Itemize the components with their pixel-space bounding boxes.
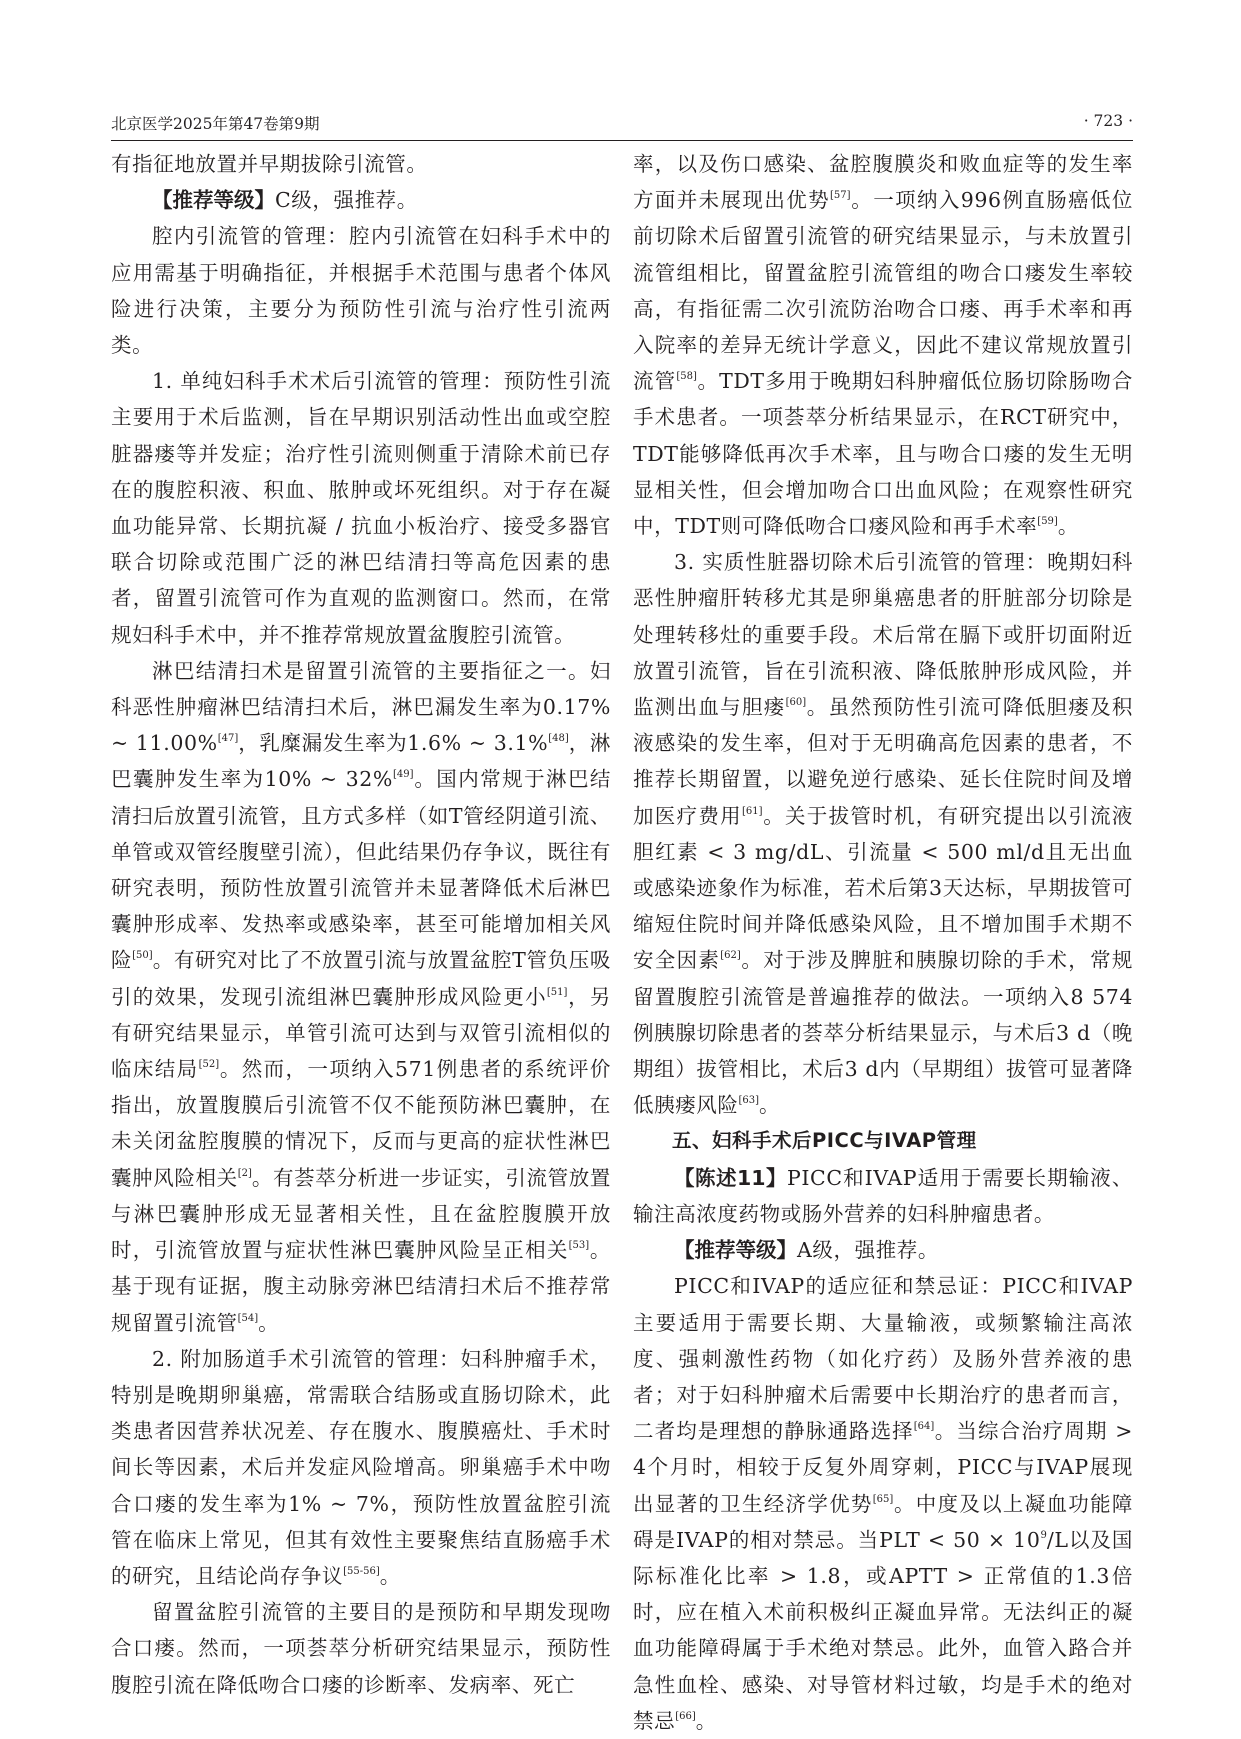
text-run: ，另有研究结果显示，单管引流可达到与双管引流相似的临床结局 [111,984,612,1082]
paragraph [633,544,1133,1123]
journal-title: 北京医学2025年第47卷第9期 [111,115,320,133]
text-run: 。当综合治疗周期 > 4个月时，相较于反复外周穿刺，PICC与IVAP展现出显著的卫生经济学优势 [633,1419,1133,1516]
text-run: 。对于涉及脾脏和胰腺切除的手术，常规留置腹腔引流管是普遍推荐的做法。一项纳入8 574例胰腺切除患者的荟萃分析结果显示，与术后3 d（晚期组）拔管相比，术后3 d内（早期组）拔管可显著降低胰瘘风险 [633,948,1133,1118]
statement [633,1160,1133,1232]
grade-tag: 【推荐等级】 [152,188,275,213]
text-run: 。关于拔管时机，有研究提出以引流液胆红素 < 3 mg/dL、引流量 < 500 ml/d且无出血或感染迹象作为标准，若术后第3天达标，早期拔管可缩短住院时间并降低感染风险，且不增加围手术期不安全因素 [633,803,1134,973]
text-run: 。一项纳入996例直肠癌低位前切除术后留置引流管的研究结果显示，与未放置引流管组相比，留置盆腔引流管组的吻合口瘘发生率较高，有指征需二次引流防治吻合口瘘、再手术率和再入院率的差异无统计学意义，因此不建议常规放置引流管 [633,188,1133,394]
left-column [111,146,611,1703]
citation[interactable]: [64] [913,1421,935,1433]
citation[interactable]: [48] [548,733,569,745]
citation[interactable]: [59] [1037,516,1058,528]
text-run: PICC和IVAP的适应征和禁忌证：PICC和IVAP主要适用于需要长期、大量输液，或频繁输注高浓度、强刺激性药物（如化疗药）及肠外营养液的患者；对于妇科肿瘤术后需要中长期治疗的患者而言，二者均是理想的静脉通路选择 [633,1274,1133,1444]
recommendation-grade [111,182,611,218]
section-heading: 五、妇科手术后PICC与IVAP管理 [672,1129,977,1153]
text-run: 。 [759,1093,781,1118]
citation[interactable]: [49] [393,769,414,781]
text-run: ，淋巴囊肿发生率为10% ~ 32% [111,731,611,792]
text-run: 。TDT多用于晚期妇科肿瘤低位肠切除肠吻合手术患者。一项荟萃分析结果显示，在RCT研究中，TDT能够降低再次手术率，且与吻合口瘘的发生无明显相关性，但会增加吻合口出血风险；在观察性研究中，TDT则可降低吻合口瘘风险和再手术率 [633,369,1134,539]
right-column [633,146,1133,1739]
paragraph [111,653,611,1341]
running-header [111,112,1133,141]
citation[interactable]: [62] [720,950,741,962]
paragraph: 有指征地放置并早期拔除引流管。 [111,152,428,176]
grade-text: A级，强推荐。 [797,1238,940,1263]
citation[interactable]: [61] [741,805,763,817]
citation[interactable]: [53] [568,1240,590,1252]
text-run: 。有研究对比了不放置引流与放置盆腔T管负压吸引的效果，发现引流组淋巴囊肿形成风险更小 [111,948,612,1009]
exponent: 9 [1040,1529,1047,1541]
page-number: · 723 · [1083,112,1133,130]
text-run: 。有荟萃分析进一步证实，引流管放置与淋巴囊肿形成无显著相关性，且在盆腔腹膜开放时，引流管放置与症状性淋巴囊肿风险呈正相关 [111,1165,611,1263]
text-run: 。 [379,1563,401,1588]
text-run: 。虽然预防性引流可降低胆瘘及积液感染的发生率，但对于无明确高危因素的患者，不推荐长期留置，以避免逆行感染、延长住院时间及增加医疗费用 [633,695,1134,828]
citation[interactable]: [66] [675,1710,696,1722]
citation[interactable]: [55-56] [343,1565,380,1577]
citation[interactable]: [63] [738,1095,760,1107]
paragraph: 腔内引流管的管理：腔内引流管在妇科手术中的应用需基于明确指征，并根据手术范围与患者个体风险进行决策，主要分为预防性引流与治疗性引流两类。 [111,224,611,358]
text-run: 淋巴结清扫术是留置引流管的主要指征之一。妇科恶性肿瘤淋巴结清扫术后，淋巴漏发生率为0.17% ~ 11.00% [111,658,611,756]
citation[interactable]: [52] [198,1059,220,1071]
citation[interactable]: [60] [785,697,807,709]
text-run: 3. 实质性脏器切除术后引流管的管理：晚期妇科恶性肿瘤肝转移尤其是卵巢癌患者的肝脏部分切除是处理转移灶的重要手段。术后常在膈下或肝切面附近放置引流管，旨在引流积液、降低脓肿形成风险，并监测出血与胆瘘 [633,550,1133,720]
text-run: /L以及国际标准化比率 > 1.8，或APTT > 正常值的1.3倍时，应在植入术前积极纠正凝血异常。无法纠正的凝血功能障碍属于手术绝对禁忌。此外，血管入路合并急性血栓、感染、对导管材料过敏，均是手术的绝对禁忌 [633,1527,1133,1733]
paragraph [633,146,1133,544]
text-run: 2. 附加肠道手术引流管的管理：妇科肿瘤手术，特别是晚期卵巢癌，常需联合结肠或直肠切除术，此类患者因营养状况差、存在腹水、腹膜癌灶、手术时间长等因素，术后并发症风险增高。卵巢癌手术中吻合口瘘的发生率为1% ~ 7%，预防性放置盆腔引流管在临床上常见，但其有效性主要聚焦结直肠癌手术的研究，且结论尚存争议 [111,1346,611,1588]
paragraph: 1. 单纯妇科手术术后引流管的管理：预防性引流主要用于术后监测，旨在早期识别活动性出血或空腔脏器瘘等并发症；治疗性引流则侧重于清除术前已存在的腹腔积液、积血、脓肿或坏死组织。对于存在凝血功能异常、长期抗凝 / 抗血小板治疗、接受多器官联合切除或范围广泛的淋巴结清扫等高危因素的患者，留置引流管可作为直观的监测窗口。然而，在常规妇科手术中，并不推荐常规放置盆腹腔引流管。 [111,369,611,647]
recommendation-grade [633,1232,1133,1268]
paragraph: 留置盆腔引流管的主要目的是预防和早期发现吻合口瘘。然而，一项荟萃分析研究结果显示，预防性腹腔引流在降低吻合口瘘的诊断率、发病率、死亡 [111,1600,611,1697]
text-run: 。中度及以上凝血功能障碍是IVAP的相对禁忌。当PLT < 50 × 10 [633,1491,1133,1552]
text-run: ，乳糜漏发生率为1.6% ~ 3.1% [238,731,549,756]
citation[interactable]: [50] [132,950,153,962]
paragraph [633,1268,1133,1739]
statement-text: PICC和IVAP适用于需要长期输液、输注高浓度药物或肠外营养的妇科肿瘤患者。 [633,1165,1133,1226]
text-run: 。然而，一项纳入571例患者的系统评价指出，放置腹膜后引流管不仅不能预防淋巴囊肿，在未关闭盆腔腹膜的情况下，反而与更高的症状性淋巴囊肿风险相关 [111,1057,612,1190]
text-run: 率，以及伤口感染、盆腔腹膜炎和败血症等的发生率方面并未展现出优势 [633,152,1133,213]
grade-text: C级，强推荐。 [275,188,418,213]
paragraph [111,1341,611,1594]
citation[interactable]: [47] [217,733,239,745]
citation[interactable]: [54] [237,1312,259,1324]
grade-tag: 【推荐等级】 [674,1238,797,1263]
text-run: 。 [258,1310,280,1335]
text-run: 。基于现有证据，腹主动脉旁淋巴结清扫术后不推荐常规留置引流管 [111,1238,611,1335]
citation[interactable]: [2] [237,1167,252,1179]
text-run: 。 [1057,514,1079,539]
citation[interactable]: [65] [872,1493,894,1505]
text-run: 。 [695,1708,717,1733]
citation[interactable]: [51] [546,986,568,998]
citation[interactable]: [58] [676,371,697,383]
text-run: 。国内常规于淋巴结清扫后放置引流管，且方式多样（如T管经阴道引流、单管或双管经腹壁引流），但此结果仍存争议，既往有研究表明，预防性放置引流管并未显著降低术后淋巴囊肿形成率、发热率或感染率，甚至可能增加相关风险 [111,767,611,973]
statement-tag: 【陈述11】 [674,1165,787,1190]
citation[interactable]: [57] [829,190,851,202]
